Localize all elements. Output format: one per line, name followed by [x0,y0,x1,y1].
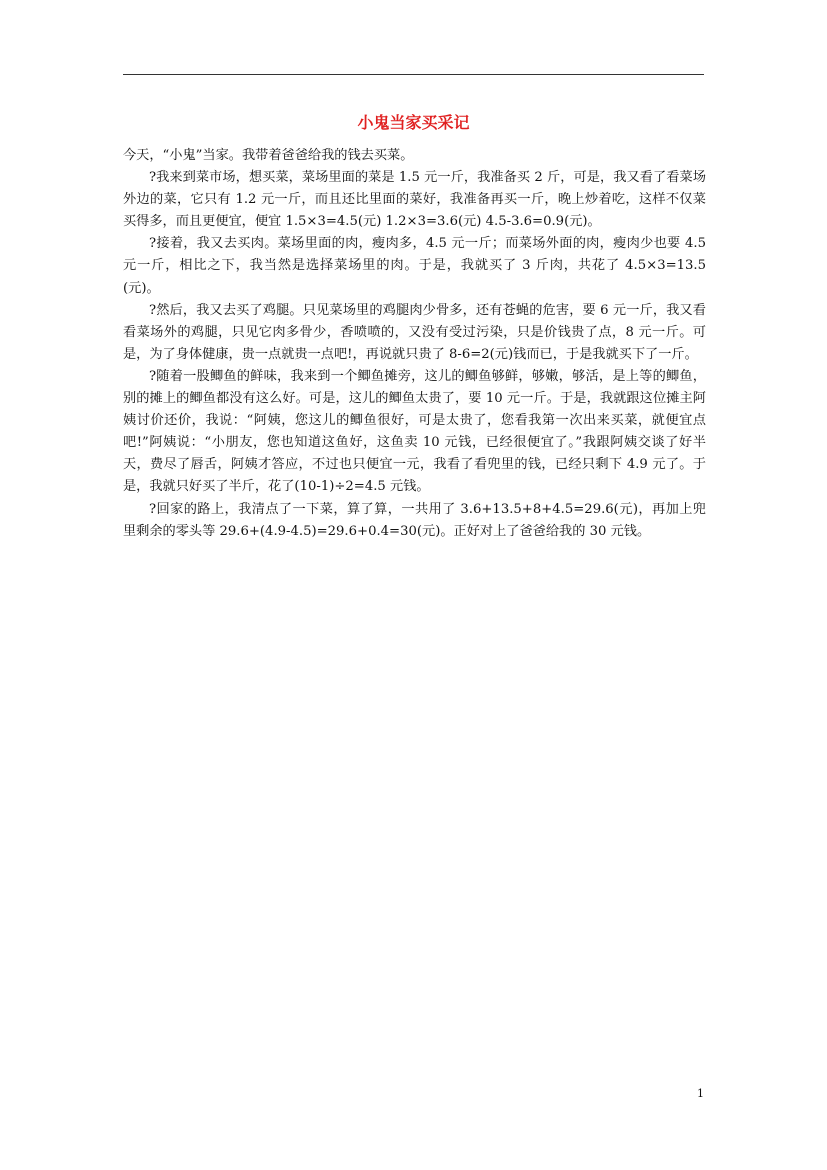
document-body [123,145,706,543]
paragraph-meat: ?接着，我又去买肉。菜场里面的肉，瘦肉多，4.5 元一斤；而菜场外面的肉，瘦肉少也要 4.5 元一斤，相比之下，我当然是选择菜场里的肉。于是，我就买了 3 斤肉，共花了 4.5×3=13.5(元)。 [123,236,706,296]
paragraph-intro: 今天，“小鬼”当家。我带着爸爸给我的钱去买菜。 [123,148,414,163]
paragraph-vegetables: ?我来到菜市场，想买菜，菜场里面的菜是 1.5 元一斤，我准备买 2 斤，可是，我又看了看菜场外边的菜，它只有 1.2 元一斤，而且还比里面的菜好，我准备再买一斤，晚上炒着吃，这样不仅菜买得多，而且更便宜，便宜 1.5×3=4.5(元) 1.2×3=3.6(元) 4.5-3.6=0.9(元)。 [123,170,706,230]
header-rule [123,74,704,75]
page-number: 1 [697,1087,704,1100]
document-title: 小鬼当家买采记 [357,113,470,132]
paragraph-fish: ?随着一股鲫鱼的鲜味，我来到一个鲫鱼摊旁，这儿的鲫鱼够鲜，够嫩，够活，是上等的鲫鱼，别的摊上的鲫鱼都没有这么好。可是，这儿的鲫鱼太贵了，要 10 元一斤。于是，我就跟这位摊主阿姨讨价还价，我说：“阿姨，您这儿的鲫鱼很好，可是太贵了，您看我第一次出来买菜，就便宜点吧!”阿姨说：“小朋友，您也知道这鱼好，这鱼卖 10 元钱，已经很便宜了。”我跟阿姨交谈了好半天，费尽了唇舌，阿姨才答应，不过也只便宜一元，我看了看兜里的钱，已经只剩下 4.9 元了。于是，我就只好买了半斤，花了(10-1)÷2=4.5 元钱。 [123,368,706,495]
paragraph-summary: ?回家的路上，我清点了一下菜，算了算，一共用了 3.6+13.5+8+4.5=29.6(元)，再加上兜里剩余的零头等 29.6+(4.9-4.5)=29.6+0.4=30(元)。正好对上了爸爸给我的 30 元钱。 [123,501,706,539]
paragraph-chicken-legs: ?然后，我又去买了鸡腿。只见菜场里的鸡腿肉少骨多，还有苍蝇的危害，要 6 元一斤，我又看看菜场外的鸡腿，只见它肉多骨少，香喷喷的，又没有受过污染，只是价钱贵了点，8 元一斤。可是，为了身体健康，贵一点就贵一点吧!，再说就只贵了 8-6=2(元)钱而已，于是我就买下了一斤。 [123,302,706,362]
